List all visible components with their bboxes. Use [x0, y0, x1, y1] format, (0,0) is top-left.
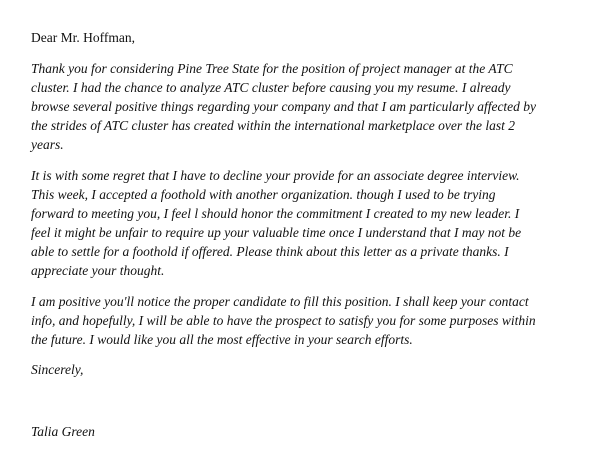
paragraph-line: Thank you for considering Pine Tree State for the position of project manager at the ATC: [31, 61, 513, 76]
paragraph-line: I am positive you'll notice the proper candidate to fill this position. I shall keep your contact: [31, 294, 529, 309]
paragraph-3: [31, 292, 579, 349]
paragraph-line: the future. I would like you all the most effective in your search efforts.: [31, 332, 413, 347]
paragraph-line: info, and hopefully, I will be able to have the prospect to satisfy you for some purposes within: [31, 313, 536, 328]
signature-name: Talia Green: [31, 424, 95, 439]
paragraph-line: years.: [31, 137, 64, 152]
paragraph-2: [31, 166, 579, 280]
paragraph-line: able to settle for a foothold if offered. Please think about this letter as a private thanks. I: [31, 244, 509, 259]
paragraph-1: [31, 59, 579, 154]
closing: Sincerely,: [31, 362, 84, 377]
salutation: Dear Mr. Hoffman,: [31, 30, 135, 45]
paragraph-line: It is with some regret that I have to decline your provide for an associate degree interview.: [31, 168, 520, 183]
paragraph-line: forward to meeting you, I feel l should honor the commitment I created to my new leader. I: [31, 206, 520, 221]
paragraph-line: the strides of ATC cluster has created within the international marketplace over the last 2: [31, 118, 515, 133]
paragraph-line: appreciate your thought.: [31, 263, 165, 278]
paragraph-line: browse several positive things regarding your company and that I am particularly affected by: [31, 99, 537, 114]
paragraph-line: This week, I accepted a foothold with another organization. though I used to be trying: [31, 187, 496, 202]
paragraph-line: cluster. I had the chance to analyze ATC cluster before causing you my resume. I already: [31, 80, 511, 95]
paragraph-line: feel it might be unfair to require up your valuable time once I understand that I may not be: [31, 225, 522, 240]
